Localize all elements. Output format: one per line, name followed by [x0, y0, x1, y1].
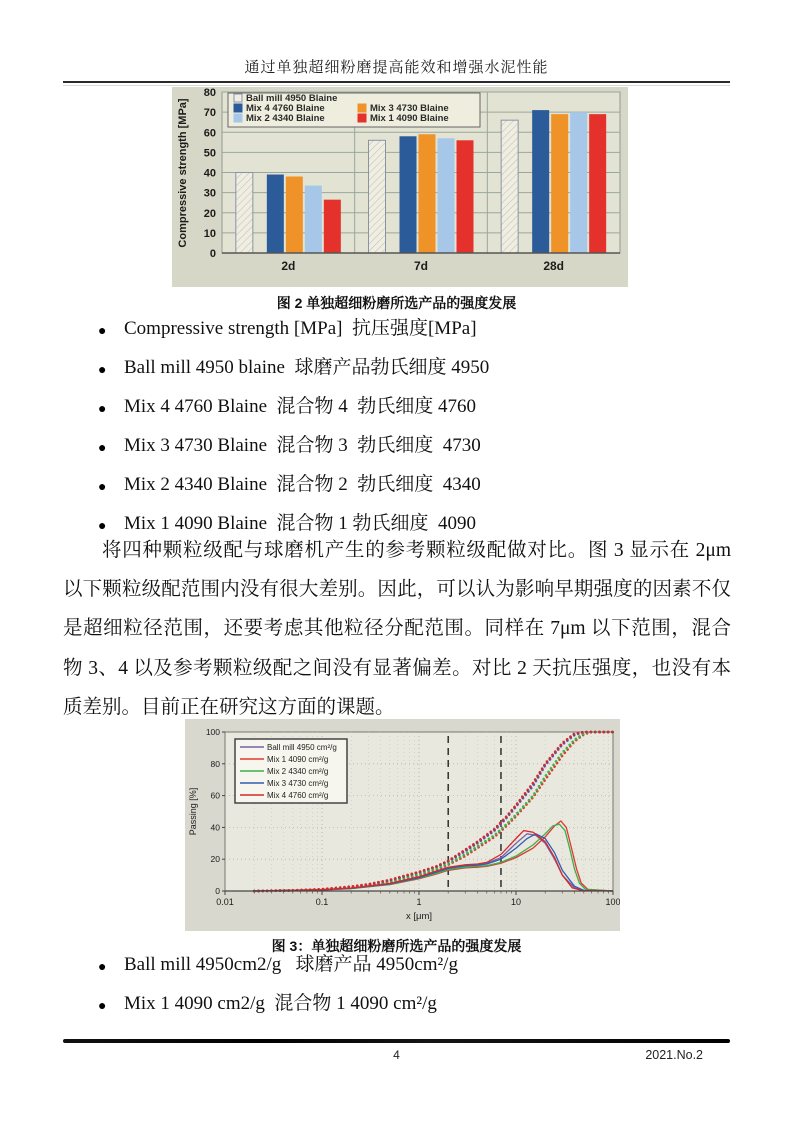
- svg-text:0: 0: [209, 248, 216, 260]
- svg-text:7d: 7d: [413, 259, 429, 273]
- header-divider-shadow: [63, 85, 730, 86]
- svg-text:50: 50: [203, 147, 216, 160]
- svg-text:20: 20: [210, 854, 220, 865]
- svg-text:0.01: 0.01: [216, 897, 234, 907]
- svg-text:Mix 4 4760 Blaine: Mix 4 4760 Blaine: [246, 103, 325, 114]
- figure3-caption: 图 3：单独超细粉磨所选产品的强度发展: [271, 938, 522, 954]
- issue-label: 2021.No.2: [645, 1048, 703, 1062]
- list-item: ● Mix 1 4090 Blaine 混合物 1 勃氏细度 4090: [98, 513, 718, 535]
- svg-text:x [μm]: x [μm]: [405, 911, 433, 922]
- svg-text:Mix 1 4090 Blaine: Mix 1 4090 Blaine: [370, 113, 449, 124]
- svg-text:Mix 4 4760 cm²/g: Mix 4 4760 cm²/g: [267, 790, 329, 800]
- svg-text:60: 60: [203, 127, 216, 140]
- figure2-bar-chart: [172, 87, 628, 287]
- svg-text:10: 10: [510, 897, 522, 907]
- list-item: ● Ball mill 4950 blaine 球磨产品勃氏细度 4950: [98, 357, 718, 379]
- figure2-caption: 图 2 单独超细粉磨所选产品的强度发展: [276, 295, 517, 311]
- compressive-strength-bar-chart: [172, 87, 628, 287]
- svg-text:Mix 3 4730 cm²/g: Mix 3 4730 cm²/g: [267, 778, 329, 788]
- svg-text:40: 40: [203, 167, 216, 180]
- svg-text:100: 100: [205, 727, 220, 737]
- list-item: ● Mix 3 4730 Blaine 混合物 3 勃氏细度 4730: [98, 435, 718, 457]
- svg-text:30: 30: [203, 187, 216, 200]
- svg-text:40: 40: [210, 822, 220, 833]
- svg-text:80: 80: [203, 87, 216, 99]
- list-item: ● Ball mill 4950cm2/g 球磨产品 4950cm²/g: [98, 954, 718, 976]
- page-number: 4: [393, 1048, 400, 1062]
- svg-text:Mix 2 4340 cm²/g: Mix 2 4340 cm²/g: [267, 766, 329, 776]
- svg-text:Mix 1 4090 cm²/g: Mix 1 4090 cm²/g: [267, 754, 329, 764]
- svg-text:0: 0: [215, 886, 220, 896]
- svg-text:2d: 2d: [281, 259, 296, 273]
- svg-text:Passing [%]: Passing [%]: [188, 787, 198, 836]
- list-item: ● Mix 4 4760 Blaine 混合物 4 勃氏细度 4760: [98, 396, 718, 418]
- svg-text:60: 60: [210, 790, 220, 801]
- page-header-title: 通过单独超细粉磨提高能效和增强水泥性能: [244, 60, 549, 76]
- svg-text:Mix 3 4730 Blaine: Mix 3 4730 Blaine: [370, 103, 449, 114]
- list-item: ● Compressive strength [MPa] 抗压强度[MPa]: [98, 318, 718, 340]
- particle-size-distribution-chart: [185, 719, 620, 931]
- svg-text:Ball mill 4950 Blaine: Ball mill 4950 Blaine: [246, 93, 338, 104]
- svg-text:100: 100: [605, 897, 620, 907]
- svg-text:10: 10: [203, 227, 216, 240]
- body-paragraph: 将四种颗粒级配与球磨机产生的参考颗粒级配做对比。图 3 显示在 2μm 以下颗粒级配范围内没有很大差别。因此，可以认为影响早期强度的因素不仅是超细粒径范围，还要考虑其他粒径分配范围。同样在 7μm 以下范围，混合物 3、4 以及参考颗粒级配之间没有显著偏差。对比 2 天抗压强度，也没有本质差别。目前正在研究这方面的课题。: [63, 540, 731, 718]
- svg-text:Compressive strength [MPa]: Compressive strength [MPa]: [177, 98, 189, 248]
- figure3-legend-list: [98, 954, 718, 1032]
- header-divider: [63, 81, 730, 83]
- figure2-legend-list: [98, 318, 718, 552]
- svg-text:0.1: 0.1: [315, 897, 329, 907]
- figure3-line-chart: [185, 719, 620, 931]
- list-item: ● Mix 1 4090 cm2/g 混合物 1 4090 cm²/g: [98, 993, 718, 1015]
- list-item: ● Mix 2 4340 Blaine 混合物 2 勃氏细度 4340: [98, 474, 718, 496]
- svg-text:1: 1: [416, 897, 422, 907]
- svg-text:20: 20: [203, 207, 216, 220]
- svg-text:Ball mill 4950 cm²/g: Ball mill 4950 cm²/g: [267, 742, 337, 752]
- footer-divider: [63, 1039, 730, 1043]
- svg-text:80: 80: [210, 758, 220, 769]
- svg-text:28d: 28d: [543, 259, 565, 273]
- svg-text:Mix 2 4340 Blaine: Mix 2 4340 Blaine: [246, 113, 325, 124]
- svg-text:70: 70: [203, 107, 216, 120]
